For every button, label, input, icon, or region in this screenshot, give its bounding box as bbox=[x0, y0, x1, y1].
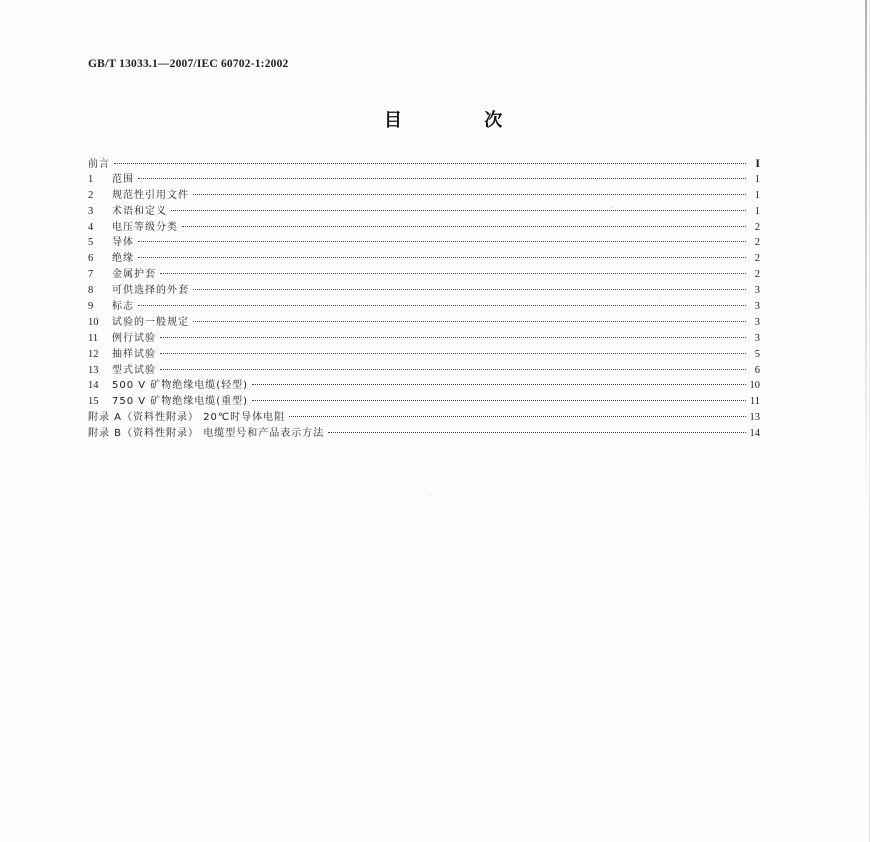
dot-leader bbox=[160, 273, 746, 274]
dot-leader bbox=[160, 353, 746, 354]
toc-entry-number: 6 bbox=[88, 253, 94, 265]
dot-leader bbox=[138, 241, 746, 242]
toc-entry bbox=[88, 363, 760, 379]
toc-entry-title: 试验的一般规定 bbox=[112, 316, 189, 328]
toc-entry-title: 500 V 矿物绝缘电缆(轻型) bbox=[112, 380, 249, 392]
dot-leader bbox=[160, 337, 746, 338]
toc-entry bbox=[88, 283, 760, 299]
toc-entry-title: 绝缘 bbox=[112, 253, 134, 265]
toc-entry-page: 1 bbox=[754, 189, 760, 201]
toc-entry-number: 4 bbox=[88, 221, 94, 233]
dot-leader bbox=[138, 305, 746, 306]
toc-entry-page: 3 bbox=[754, 332, 760, 344]
toc-entry-page: 1 bbox=[754, 205, 760, 217]
dot-leader bbox=[193, 321, 746, 322]
toc-entry-number: 14 bbox=[88, 380, 99, 392]
toc-entry-title: 规范性引用文件 bbox=[112, 189, 189, 201]
toc-entry-number: 5 bbox=[88, 237, 94, 249]
dot-leader bbox=[171, 210, 746, 211]
dot-leader bbox=[114, 163, 746, 164]
toc-title: 目 次 bbox=[384, 110, 541, 131]
dot-leader bbox=[289, 416, 745, 417]
toc-entry-title: 750 V 矿物绝缘电缆(重型) bbox=[112, 396, 249, 408]
toc-entry-title: 术语和定义 bbox=[112, 205, 167, 217]
toc-entry bbox=[88, 188, 760, 204]
toc-entry bbox=[88, 220, 760, 236]
toc-entry bbox=[88, 347, 760, 363]
dot-leader bbox=[138, 257, 746, 258]
toc-entry-page: 1 bbox=[754, 173, 760, 185]
toc-entry bbox=[88, 235, 760, 251]
toc-entry-title: 抽样试验 bbox=[112, 348, 156, 360]
toc-entry-page: I bbox=[755, 156, 760, 170]
toc-entry bbox=[88, 410, 760, 426]
toc-entry-number: 15 bbox=[88, 396, 99, 408]
toc-entry-page: 11 bbox=[749, 396, 760, 408]
scan-speck bbox=[660, 300, 661, 301]
toc-entry bbox=[88, 394, 760, 410]
scan-speck bbox=[82, 284, 83, 285]
toc-entry-title: 型式试验 bbox=[112, 364, 156, 376]
toc-entry-page: 3 bbox=[754, 285, 760, 297]
toc-entry bbox=[88, 299, 760, 315]
standard-reference: GB/T 13033.1—2007/IEC 60702-1:2002 bbox=[88, 58, 289, 70]
toc-entry-number: 8 bbox=[88, 285, 94, 297]
dot-leader bbox=[328, 432, 745, 433]
toc-entry-title: 导体 bbox=[112, 237, 134, 249]
toc-entry-page: 13 bbox=[749, 412, 760, 424]
toc-entry-title: 前言 bbox=[88, 159, 110, 170]
toc-entry-page: 2 bbox=[754, 237, 760, 249]
toc-entry-number: 7 bbox=[88, 269, 94, 281]
toc-entry bbox=[88, 315, 760, 331]
toc-entry-number: 12 bbox=[88, 348, 99, 360]
toc-entry bbox=[88, 426, 760, 442]
toc-entry-number: 1 bbox=[88, 173, 94, 185]
dot-leader bbox=[138, 178, 746, 179]
toc-entry-page: 3 bbox=[754, 301, 760, 313]
toc-entry-number: 13 bbox=[88, 364, 99, 376]
toc-entry-number: 2 bbox=[88, 189, 94, 201]
toc-entry bbox=[88, 251, 760, 267]
toc-entry bbox=[88, 267, 760, 283]
dot-leader bbox=[160, 369, 746, 370]
toc-entry-page: 14 bbox=[749, 428, 760, 440]
toc-entry-page: 5 bbox=[754, 348, 760, 360]
toc-entry-page: 2 bbox=[754, 269, 760, 281]
toc-entry-page: 3 bbox=[754, 316, 760, 328]
toc-entry-title: 例行试验 bbox=[112, 332, 156, 344]
toc-entry bbox=[88, 331, 760, 347]
dot-leader bbox=[193, 194, 746, 195]
dot-leader bbox=[182, 226, 746, 227]
toc-entry bbox=[88, 156, 760, 172]
toc-entry bbox=[88, 204, 760, 220]
toc-entry-number: 9 bbox=[88, 301, 94, 313]
toc-entry-title: 标志 bbox=[112, 301, 134, 313]
toc-entry bbox=[88, 378, 760, 394]
toc-entry-page: 2 bbox=[754, 253, 760, 265]
scan-speck bbox=[596, 180, 597, 181]
toc-entry bbox=[88, 172, 760, 188]
toc-entry-title: 电压等级分类 bbox=[112, 221, 178, 233]
scan-speck bbox=[612, 207, 613, 208]
toc-entry-number: 3 bbox=[88, 205, 94, 217]
toc-entry-title: 金属护套 bbox=[112, 269, 156, 281]
dot-leader bbox=[252, 384, 745, 385]
toc-entry-title: 附录 B（资料性附录） 电缆型号和产品表示方法 bbox=[88, 428, 325, 440]
dot-leader bbox=[193, 289, 746, 290]
toc-entry-title: 附录 A（资料性附录） 20℃时导体电阻 bbox=[88, 412, 286, 424]
toc-entry-page: 10 bbox=[749, 380, 760, 392]
toc-entry-number: 10 bbox=[88, 316, 99, 328]
dot-leader bbox=[252, 400, 746, 401]
toc-entry-title: 范围 bbox=[112, 173, 134, 185]
toc-entry-page: 6 bbox=[754, 364, 760, 376]
scan-edge-shadow bbox=[865, 0, 867, 520]
table-of-contents bbox=[88, 156, 760, 442]
scan-speck bbox=[430, 494, 431, 495]
toc-entry-page: 2 bbox=[754, 221, 760, 233]
toc-entry-title: 可供选择的外套 bbox=[112, 285, 189, 297]
toc-entry-number: 11 bbox=[88, 332, 99, 344]
